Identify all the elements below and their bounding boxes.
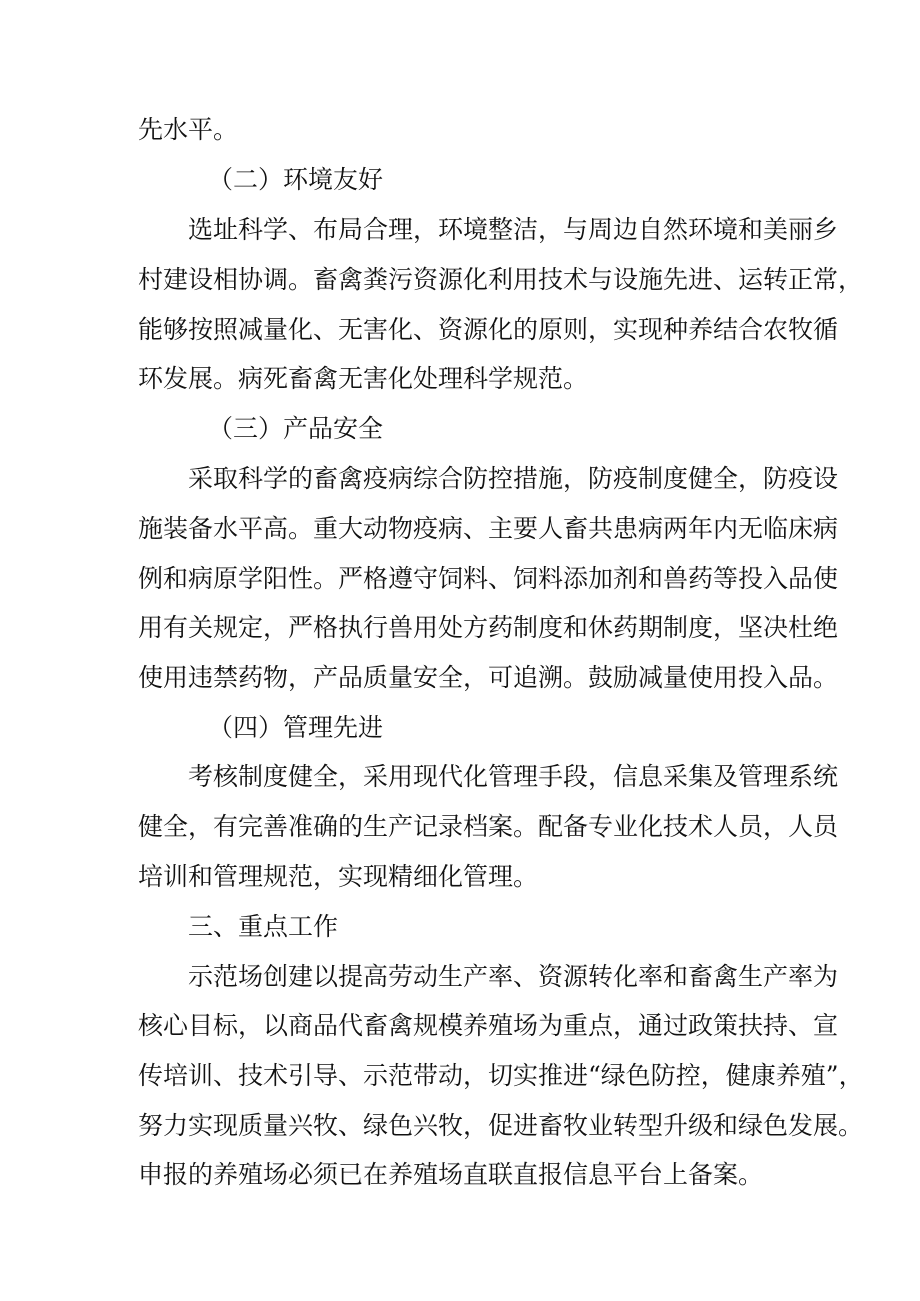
text-line: 传培训、技术引导、示范带动，切实推进“绿色防控，健康养殖”， xyxy=(138,1061,864,1090)
text-line: 采取科学的畜禽疫病综合防控措施，防疫制度健全，防疫设 xyxy=(188,464,839,493)
text-line: 健全，有完善准确的生产记录档案。配备专业化技术人员，人员 xyxy=(138,812,839,841)
text-line: 努力实现质量兴牧、绿色兴牧，促进畜牧业转型升级和绿色发展。 xyxy=(138,1111,864,1140)
text-line: 能够按照减量化、无害化、资源化的原则，实现种养结合农牧循 xyxy=(138,315,839,344)
text-line: 用有关规定，严格执行兽用处方药制度和休药期制度，坚决杜绝 xyxy=(138,613,839,642)
text-line: 培训和管理规范，实现精细化管理。 xyxy=(138,862,539,891)
section-heading-environment: （二）环境友好 xyxy=(208,165,384,194)
text-line: 选址科学、布局合理，环境整洁，与周边自然环境和美丽乡 xyxy=(188,215,839,244)
text-line: 核心目标，以商品代畜禽规模养殖场为重点，通过政策扶持、宣 xyxy=(138,1011,839,1040)
text-line: 村建设相协调。畜禽粪污资源化利用技术与设施先进、运转正常， xyxy=(138,265,864,294)
text-line: 申报的养殖场必须已在养殖场直联直报信息平台上备案。 xyxy=(138,1160,764,1189)
text-line: 施装备水平高。重大动物疫病、主要人畜共患病两年内无临床病 xyxy=(138,514,839,543)
section-heading-key-work: 三、重点工作 xyxy=(188,912,339,941)
section-heading-product-safety: （三）产品安全 xyxy=(208,414,384,443)
text-line: 先水平。 xyxy=(138,115,239,144)
section-heading-management: （四）管理先进 xyxy=(208,713,384,742)
text-line: 使用违禁药物，产品质量安全，可追溯。鼓励减量使用投入品。 xyxy=(138,663,839,692)
text-line: 示范场创建以提高劳动生产率、资源转化率和畜禽生产率为 xyxy=(188,962,839,991)
text-line: 例和病原学阳性。严格遵守饲料、饲料添加剂和兽药等投入品使 xyxy=(138,564,839,593)
text-line: 环发展。病死畜禽无害化处理科学规范。 xyxy=(138,364,589,393)
text-line: 考核制度健全，采用现代化管理手段，信息采集及管理系统 xyxy=(188,762,839,791)
